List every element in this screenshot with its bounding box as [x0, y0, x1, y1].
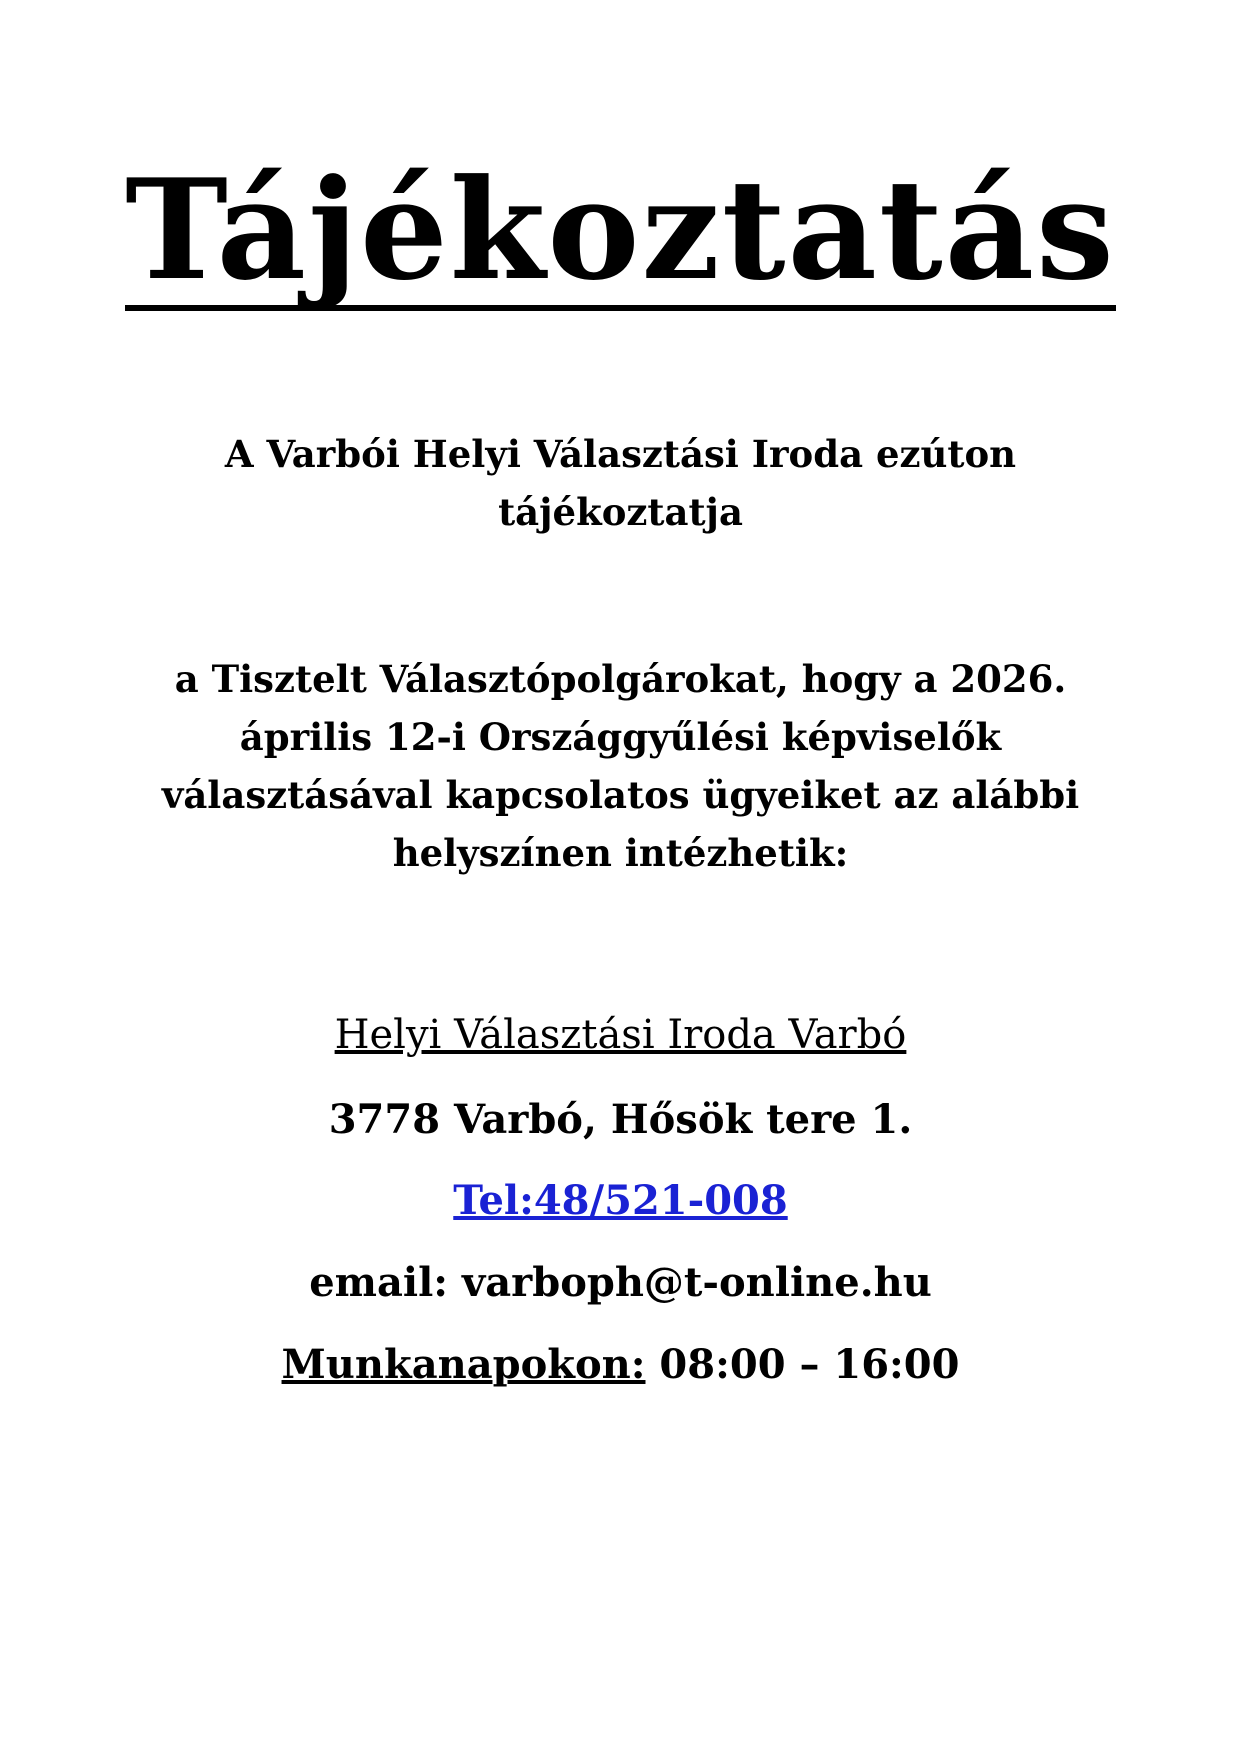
- body-line-1: a Tisztelt Választópolgárokat, hogy a 2026.: [174, 657, 1067, 701]
- phone-link[interactable]: Tel:48/521-008: [453, 1177, 788, 1224]
- office-hours-label: Munkanapokon:: [281, 1341, 646, 1388]
- body-line-2: április 12-i Országgyűlési képviselők: [239, 715, 1002, 759]
- intro-paragraph: [100, 425, 1141, 541]
- office-name: Helyi Választási Iroda Varbó: [334, 1012, 907, 1058]
- office-hours: [0, 1337, 1241, 1393]
- email-line: email: varboph@t-online.hu: [309, 1259, 932, 1306]
- intro-line-1: A Varbói Helyi Választási Iroda ezúton: [224, 432, 1017, 476]
- office-address: 3778 Varbó, Hősök tere 1.: [328, 1096, 913, 1143]
- body-line-3: választásával kapcsolatos ügyeiket az alábbi: [161, 773, 1080, 817]
- body-line-4: helyszínen intézhetik:: [392, 831, 849, 875]
- intro-line-2: tájékoztatja: [498, 490, 743, 534]
- page-title: [0, 150, 1241, 311]
- office-hours-value: 08:00 – 16:00: [645, 1341, 960, 1388]
- body-paragraph: [100, 650, 1141, 882]
- page-title-text: Tájékoztatás: [125, 148, 1116, 311]
